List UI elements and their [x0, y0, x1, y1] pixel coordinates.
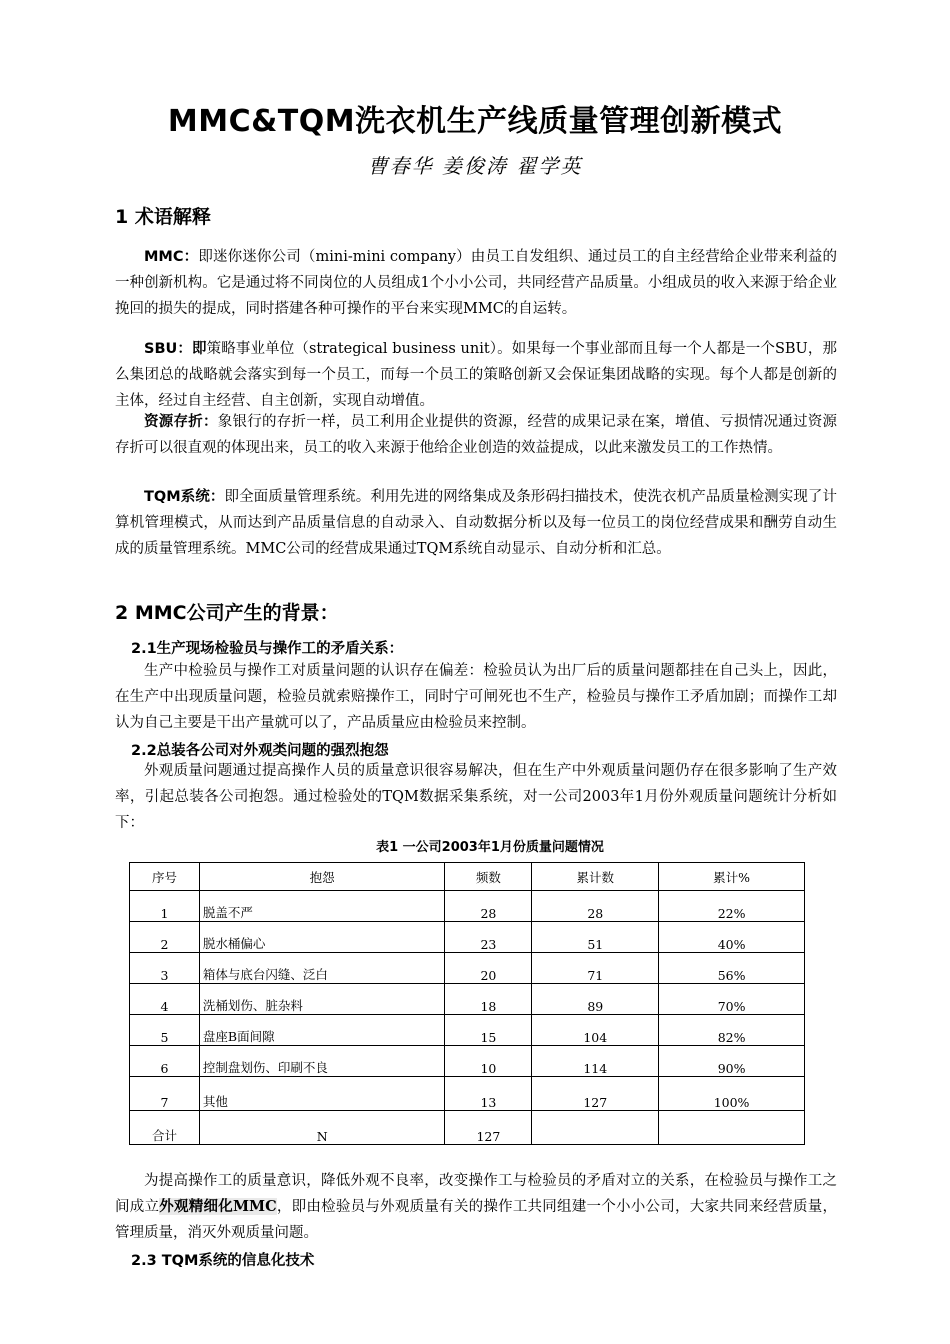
table-row: [130, 984, 805, 1015]
table-row: [130, 922, 805, 953]
term-mmc: MMC：: [144, 249, 199, 265]
cell-cumulative-percent: 22%: [659, 891, 805, 922]
quality-issues-table: [129, 862, 805, 1145]
cell-cumulative-percent: 40%: [659, 922, 805, 953]
cell-cumulative-percent: 82%: [659, 1015, 805, 1046]
section-2-1-heading: 2.1生产现场检验员与操作工的矛盾关系：: [131, 641, 404, 657]
cell-frequency: 15: [445, 1015, 532, 1046]
cell-index: 2: [130, 922, 200, 953]
cell-index: 6: [130, 1046, 200, 1077]
cell-total-label: 合计: [130, 1111, 200, 1145]
term-sbu: SBU：即: [144, 341, 207, 357]
definition-resource-passbook: 象银行的存折一样，员工利用企业提供的资源，经营的成果记录在案，增值、亏损情况通过资源存折可以很直观的体现出来，员工的收入来源于他给企业创造的效益提成，以此来激发员工的工作热情。: [115, 414, 837, 456]
header-complaint: 抱怨: [199, 863, 445, 891]
definition-mmc: 即迷你迷你公司（mini-mini company）由员工自发组织、通过员工的自主经营给企业带来利益的一种创新机构。它是通过将不同岗位的人员组成1个小小公司，共同经营产品质量。小组成员的收入来源于给企业挽回的损失的提成，同时搭建各种可操作的平台来实现MMC的自运转。: [115, 249, 837, 317]
definition-tqm: 即全面质量管理系统。利用先进的网络集成及条形码扫描技术，使洗衣机产品质量检测实现了计算机管理模式，从而达到产品质量信息的自动录入、自动数据分析以及每一位员工的岗位经营成果和酬劳自动生成的质量管理系统。MMC公司的经营成果通过TQM系统自动显示、自动分析和汇总。: [115, 489, 837, 557]
section-1-heading: 1 术语解释: [115, 206, 211, 228]
authors-line: 曹春华 姜俊涛 翟学英: [367, 154, 583, 178]
cell-cumulative-percent: 56%: [659, 953, 805, 984]
paragraph-tqm: [115, 484, 837, 562]
table-row: [130, 953, 805, 984]
header-index: 序号: [130, 863, 200, 891]
cell-cumulative: 71: [532, 953, 659, 984]
highlighted-term: 外观精细化MMC: [159, 1198, 277, 1215]
cell-total-frequency: 127: [445, 1111, 532, 1145]
cell-complaint: 盘座B面间隙: [199, 1015, 445, 1046]
cell-complaint: 脱盖不严: [199, 891, 445, 922]
cell-complaint: 脱水桶偏心: [199, 922, 445, 953]
table-row: [130, 1077, 805, 1111]
table-row: [130, 1015, 805, 1046]
paragraph-2-1: 生产中检验员与操作工对质量问题的认识存在偏差：检验员认为出厂后的质量问题都挂在自己头上，因此，在生产中出现质量问题，检验员就索赔操作工，同时宁可闸死也不生产，检验员与操作工矛盾加剧；而操作工却认为自己主要是干出产量就可以了，产品质量应由检验员来控制。: [115, 663, 837, 731]
document-title: MMC&TQM洗衣机生产线质量管理创新模式: [167, 104, 783, 139]
cell-frequency: 23: [445, 922, 532, 953]
cell-complaint: 其他: [199, 1077, 445, 1111]
cell-cumulative: 89: [532, 984, 659, 1015]
cell-cumulative: 51: [532, 922, 659, 953]
cell-cumulative: 114: [532, 1046, 659, 1077]
paragraph-after-table: [115, 1168, 837, 1246]
header-frequency: 频数: [445, 863, 532, 891]
cell-complaint: 控制盘划伤、印刷不良: [199, 1046, 445, 1077]
section-2-2-heading: 2.2总装各公司对外观类问题的强烈抱怨: [131, 743, 389, 759]
section-2-heading: 2 MMC公司产生的背景：: [115, 602, 339, 624]
cell-total-cumulative: [532, 1111, 659, 1145]
table-total-row: [130, 1111, 805, 1145]
table-header-row: [130, 863, 805, 891]
table-caption: 表1 一公司2003年1月份质量问题情况: [376, 840, 604, 855]
term-tqm: TQM系统：: [144, 489, 225, 505]
paragraph-sbu: [115, 336, 837, 414]
header-cumulative: 累计数: [532, 863, 659, 891]
section-2-3-heading: 2.3 TQM系统的信息化技术: [131, 1253, 315, 1269]
cell-frequency: 28: [445, 891, 532, 922]
cell-frequency: 10: [445, 1046, 532, 1077]
cell-cumulative: 127: [532, 1077, 659, 1111]
cell-index: 4: [130, 984, 200, 1015]
cell-cumulative-percent: 100%: [659, 1077, 805, 1111]
after-table-text-1: 为提高操作工的质量意识，降低外观不良率，改变操作工与检验员的矛盾对立的关系，在检验员与操作工之间成立: [115, 1173, 837, 1215]
paragraph-resource-passbook: [115, 409, 837, 461]
cell-total-cumulative-percent: [659, 1111, 805, 1145]
cell-index: 1: [130, 891, 200, 922]
cell-total-complaint: N: [199, 1111, 445, 1145]
cell-cumulative-percent: 90%: [659, 1046, 805, 1077]
cell-index: 7: [130, 1077, 200, 1111]
definition-sbu: 策略事业单位（strategical business unit）。如果每一个事业部而且每一个人都是一个SBU，那么集团总的战略就会落实到每一个员工，而每一个员工的策略创新又会保证集团战略的实现。每个人都是创新的主体，经过自主经营、自主创新，实现自动增值。: [115, 341, 837, 409]
cell-complaint: 洗桶划伤、脏杂料: [199, 984, 445, 1015]
table-row: [130, 1046, 805, 1077]
cell-index: 3: [130, 953, 200, 984]
header-cumulative-percent: 累计%: [659, 863, 805, 891]
paragraph-2-2: 外观质量问题通过提高操作人员的质量意识很容易解决，但在生产中外观质量问题仍存在很多影响了生产效率，引起总装各公司抱怨。通过检验处的TQM数据采集系统，对一公司2003年1月份外观质量问题统计分析如下：: [115, 763, 837, 831]
table-row: [130, 891, 805, 922]
term-resource-passbook: 资源存折：: [144, 414, 218, 430]
cell-cumulative-percent: 70%: [659, 984, 805, 1015]
cell-cumulative: 104: [532, 1015, 659, 1046]
cell-index: 5: [130, 1015, 200, 1046]
cell-cumulative: 28: [532, 891, 659, 922]
paragraph-mmc: [115, 244, 837, 322]
cell-frequency: 20: [445, 953, 532, 984]
cell-frequency: 18: [445, 984, 532, 1015]
after-table-text-2: ，即由检验员与外观质量有关的操作工共同组建一个小小公司，大家共同来经营质量，管理质量，消灭外观质量问题。: [115, 1199, 837, 1241]
cell-frequency: 13: [445, 1077, 532, 1111]
cell-complaint: 箱体与底台闪缝、泛白: [199, 953, 445, 984]
